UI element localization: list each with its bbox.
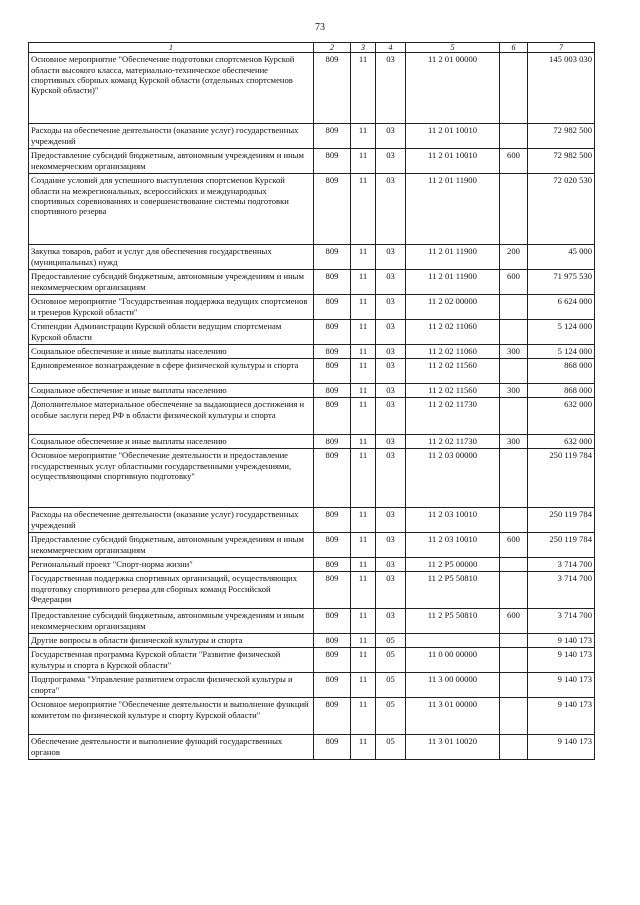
row-ministry-code: 809 — [314, 295, 351, 320]
row-name: Стипендии Администрации Курской области ведущим спортсменам Курской области — [29, 320, 314, 345]
row-section-code: 11 — [351, 345, 376, 359]
row-amount: 6 624 000 — [528, 295, 595, 320]
row-section-code: 11 — [351, 609, 376, 634]
row-name: Единовременное вознаграждение в сфере физической культуры и спорта — [29, 359, 314, 384]
row-expense-type-code — [500, 634, 528, 648]
row-subsection-code: 03 — [376, 398, 406, 435]
row-ministry-code: 809 — [314, 558, 351, 572]
row-target-item-code: 11 2 03 10010 — [406, 508, 500, 533]
row-section-code: 11 — [351, 634, 376, 648]
row-ministry-code: 809 — [314, 359, 351, 384]
row-section-code: 11 — [351, 508, 376, 533]
row-name: Создание условий для успешного выступления спортсменов Курской области на межрегиональных, всероссийских и международных спортивных соревнованиях и совершенствование системы подготовки спортивного резерва — [29, 174, 314, 245]
row-amount: 632 000 — [528, 398, 595, 435]
table-row — [29, 735, 595, 760]
row-target-item-code: 11 3 01 10020 — [406, 735, 500, 760]
row-expense-type-code — [500, 359, 528, 384]
table-row — [29, 345, 595, 359]
row-section-code: 11 — [351, 449, 376, 508]
row-subsection-code: 03 — [376, 295, 406, 320]
row-name: Основное мероприятие "Обеспечение подготовки спортсменов Курской области высокого класса, материально-техническое обеспечение спортивных сборных команд Курской области (отдельных спортсменов Курской области)" — [29, 53, 314, 124]
table-row — [29, 359, 595, 384]
table-row — [29, 398, 595, 435]
row-amount: 9 140 173 — [528, 673, 595, 698]
budget-table — [28, 42, 595, 760]
row-section-code: 11 — [351, 53, 376, 124]
row-amount: 72 982 500 — [528, 149, 595, 174]
row-section-code: 11 — [351, 572, 376, 609]
row-name: Подпрограмма "Управление развитием отрасли физической культуры и спорта" — [29, 673, 314, 698]
row-expense-type-code — [500, 673, 528, 698]
row-name: Дополнительное материальное обеспечение за выдающиеся достижения и особые заслуги перед РФ в области физической культуры и спорта — [29, 398, 314, 435]
row-target-item-code: 11 2 02 11560 — [406, 359, 500, 384]
row-expense-type-code — [500, 572, 528, 609]
row-section-code: 11 — [351, 384, 376, 398]
row-ministry-code: 809 — [314, 533, 351, 558]
row-section-code: 11 — [351, 245, 376, 270]
table-row — [29, 533, 595, 558]
row-name: Предоставление субсидий бюджетным, автономным учреждениям и иным некоммерческим организациям — [29, 270, 314, 295]
row-subsection-code: 05 — [376, 648, 406, 673]
row-name: Социальное обеспечение и иные выплаты населению — [29, 384, 314, 398]
row-ministry-code: 809 — [314, 245, 351, 270]
table-row — [29, 609, 595, 634]
column-header: 3 — [351, 43, 376, 53]
row-expense-type-code: 600 — [500, 149, 528, 174]
row-target-item-code: 11 2 01 11900 — [406, 174, 500, 245]
row-amount: 3 714 700 — [528, 558, 595, 572]
row-subsection-code: 03 — [376, 320, 406, 345]
row-expense-type-code — [500, 735, 528, 760]
row-section-code: 11 — [351, 648, 376, 673]
row-target-item-code: 11 2 P5 50810 — [406, 609, 500, 634]
column-header: 7 — [528, 43, 595, 53]
table-row — [29, 508, 595, 533]
table-header-row — [29, 43, 595, 53]
table-row — [29, 449, 595, 508]
row-target-item-code: 11 3 00 00000 — [406, 673, 500, 698]
row-target-item-code: 11 2 02 11730 — [406, 398, 500, 435]
row-target-item-code — [406, 634, 500, 648]
row-name: Социальное обеспечение и иные выплаты населению — [29, 345, 314, 359]
row-amount: 45 000 — [528, 245, 595, 270]
row-target-item-code: 11 2 01 10010 — [406, 149, 500, 174]
row-section-code: 11 — [351, 435, 376, 449]
row-section-code: 11 — [351, 295, 376, 320]
row-subsection-code: 03 — [376, 558, 406, 572]
row-subsection-code: 03 — [376, 435, 406, 449]
row-amount: 250 119 784 — [528, 449, 595, 508]
row-section-code: 11 — [351, 320, 376, 345]
table-row — [29, 648, 595, 673]
row-section-code: 11 — [351, 533, 376, 558]
row-ministry-code: 809 — [314, 572, 351, 609]
row-section-code: 11 — [351, 558, 376, 572]
row-expense-type-code — [500, 124, 528, 149]
row-target-item-code: 11 2 01 11900 — [406, 270, 500, 295]
row-expense-type-code — [500, 53, 528, 124]
row-section-code: 11 — [351, 359, 376, 384]
row-subsection-code: 03 — [376, 508, 406, 533]
column-header: 2 — [314, 43, 351, 53]
row-ministry-code: 809 — [314, 673, 351, 698]
row-section-code: 11 — [351, 698, 376, 735]
row-ministry-code: 809 — [314, 634, 351, 648]
row-amount: 3 714 700 — [528, 609, 595, 634]
row-subsection-code: 03 — [376, 533, 406, 558]
row-section-code: 11 — [351, 735, 376, 760]
row-expense-type-code: 300 — [500, 435, 528, 449]
row-name: Социальное обеспечение и иные выплаты населению — [29, 435, 314, 449]
row-amount: 632 000 — [528, 435, 595, 449]
row-subsection-code: 03 — [376, 359, 406, 384]
row-expense-type-code — [500, 320, 528, 345]
row-subsection-code: 03 — [376, 449, 406, 508]
table-row — [29, 124, 595, 149]
row-subsection-code: 03 — [376, 149, 406, 174]
row-ministry-code: 809 — [314, 648, 351, 673]
table-row — [29, 320, 595, 345]
row-ministry-code: 809 — [314, 435, 351, 449]
row-expense-type-code — [500, 449, 528, 508]
row-subsection-code: 03 — [376, 124, 406, 149]
row-target-item-code: 11 2 03 00000 — [406, 449, 500, 508]
row-name: Закупка товаров, работ и услуг для обеспечения государственных (муниципальных) нужд — [29, 245, 314, 270]
row-expense-type-code: 600 — [500, 533, 528, 558]
row-amount: 145 003 030 — [528, 53, 595, 124]
row-expense-type-code: 300 — [500, 384, 528, 398]
row-ministry-code: 809 — [314, 508, 351, 533]
row-name: Предоставление субсидий бюджетным, автономным учреждениям и иным некоммерческим организациям — [29, 609, 314, 634]
row-name: Региональный проект "Спорт-норма жизни" — [29, 558, 314, 572]
table-row — [29, 245, 595, 270]
row-ministry-code: 809 — [314, 384, 351, 398]
row-expense-type-code: 200 — [500, 245, 528, 270]
row-target-item-code: 11 2 02 11060 — [406, 345, 500, 359]
row-name: Предоставление субсидий бюджетным, автономным учреждениям и иным некоммерческим организациям — [29, 533, 314, 558]
row-expense-type-code — [500, 398, 528, 435]
row-expense-type-code — [500, 558, 528, 572]
row-target-item-code: 11 2 02 11730 — [406, 435, 500, 449]
row-name: Основное мероприятие "Государственная поддержка ведущих спортсменов и тренеров Курской области" — [29, 295, 314, 320]
row-subsection-code: 03 — [376, 572, 406, 609]
row-amount: 9 140 173 — [528, 735, 595, 760]
row-name: Основное мероприятие "Обеспечение деятельности и выполнение функций комитетом по физической культуре и спорту Курской области" — [29, 698, 314, 735]
row-name: Государственная поддержка спортивных организаций, осуществляющих подготовку спортивного резерва для сборных команд Российской Федерации — [29, 572, 314, 609]
row-target-item-code: 11 2 02 00000 — [406, 295, 500, 320]
row-target-item-code: 11 2 02 11060 — [406, 320, 500, 345]
row-expense-type-code: 600 — [500, 270, 528, 295]
row-subsection-code: 05 — [376, 735, 406, 760]
table-row — [29, 572, 595, 609]
row-ministry-code: 809 — [314, 345, 351, 359]
row-subsection-code: 03 — [376, 384, 406, 398]
row-subsection-code: 03 — [376, 270, 406, 295]
row-target-item-code: 11 2 01 00000 — [406, 53, 500, 124]
row-ministry-code: 809 — [314, 609, 351, 634]
row-ministry-code: 809 — [314, 149, 351, 174]
row-amount: 72 020 530 — [528, 174, 595, 245]
row-target-item-code: 11 3 01 00000 — [406, 698, 500, 735]
row-amount: 72 982 500 — [528, 124, 595, 149]
row-target-item-code: 11 2 P5 50810 — [406, 572, 500, 609]
row-name: Другие вопросы в области физической культуры и спорта — [29, 634, 314, 648]
column-header: 5 — [406, 43, 500, 53]
row-section-code: 11 — [351, 673, 376, 698]
row-amount: 9 140 173 — [528, 634, 595, 648]
row-subsection-code: 05 — [376, 673, 406, 698]
row-target-item-code: 11 2 01 10010 — [406, 124, 500, 149]
row-expense-type-code — [500, 508, 528, 533]
row-subsection-code: 03 — [376, 245, 406, 270]
table-row — [29, 270, 595, 295]
row-name: Государственная программа Курской области "Развитие физической культуры и спорта в Курской области" — [29, 648, 314, 673]
row-section-code: 11 — [351, 149, 376, 174]
row-amount: 5 124 000 — [528, 320, 595, 345]
row-amount: 9 140 173 — [528, 698, 595, 735]
row-amount: 3 714 700 — [528, 572, 595, 609]
table-row — [29, 435, 595, 449]
table-row — [29, 384, 595, 398]
row-amount: 250 119 784 — [528, 533, 595, 558]
column-header: 6 — [500, 43, 528, 53]
row-target-item-code: 11 0 00 00000 — [406, 648, 500, 673]
column-header: 4 — [376, 43, 406, 53]
row-ministry-code: 809 — [314, 270, 351, 295]
row-section-code: 11 — [351, 270, 376, 295]
row-subsection-code: 03 — [376, 609, 406, 634]
row-subsection-code: 03 — [376, 174, 406, 245]
row-name: Расходы на обеспечение деятельности (оказание услуг) государственных учреждений — [29, 124, 314, 149]
row-ministry-code: 809 — [314, 124, 351, 149]
row-expense-type-code — [500, 295, 528, 320]
row-subsection-code: 05 — [376, 634, 406, 648]
row-expense-type-code — [500, 648, 528, 673]
row-subsection-code: 03 — [376, 53, 406, 124]
table-row — [29, 149, 595, 174]
row-expense-type-code: 600 — [500, 609, 528, 634]
row-amount: 250 119 784 — [528, 508, 595, 533]
row-name: Основное мероприятие "Обеспечение деятельности и предоставление государственных услуг областными государственными учреждениями, осуществляющими спортивную подготовку" — [29, 449, 314, 508]
row-section-code: 11 — [351, 174, 376, 245]
row-amount: 868 000 — [528, 359, 595, 384]
row-target-item-code: 11 2 P5 00000 — [406, 558, 500, 572]
table-row — [29, 558, 595, 572]
row-target-item-code: 11 2 02 11560 — [406, 384, 500, 398]
table-row — [29, 174, 595, 245]
row-target-item-code: 11 2 03 10010 — [406, 533, 500, 558]
table-row — [29, 295, 595, 320]
row-amount: 5 124 000 — [528, 345, 595, 359]
row-expense-type-code — [500, 698, 528, 735]
row-amount: 71 975 530 — [528, 270, 595, 295]
table-row — [29, 698, 595, 735]
row-amount: 868 000 — [528, 384, 595, 398]
row-ministry-code: 809 — [314, 320, 351, 345]
row-expense-type-code: 300 — [500, 345, 528, 359]
table-row — [29, 53, 595, 124]
row-ministry-code: 809 — [314, 449, 351, 508]
page-number: 73 — [315, 22, 325, 33]
row-subsection-code: 05 — [376, 698, 406, 735]
column-header: 1 — [29, 43, 314, 53]
table-row — [29, 673, 595, 698]
row-section-code: 11 — [351, 398, 376, 435]
row-target-item-code: 11 2 01 11900 — [406, 245, 500, 270]
row-ministry-code: 809 — [314, 174, 351, 245]
row-name: Предоставление субсидий бюджетным, автономным учреждениям и иным некоммерческим организациям — [29, 149, 314, 174]
row-name: Расходы на обеспечение деятельности (оказание услуг) государственных учреждений — [29, 508, 314, 533]
row-subsection-code: 03 — [376, 345, 406, 359]
row-expense-type-code — [500, 174, 528, 245]
row-ministry-code: 809 — [314, 398, 351, 435]
row-ministry-code: 809 — [314, 53, 351, 124]
table-row — [29, 634, 595, 648]
row-ministry-code: 809 — [314, 698, 351, 735]
row-name: Обеспечение деятельности и выполнение функций государственных органов — [29, 735, 314, 760]
row-section-code: 11 — [351, 124, 376, 149]
row-amount: 9 140 173 — [528, 648, 595, 673]
row-ministry-code: 809 — [314, 735, 351, 760]
